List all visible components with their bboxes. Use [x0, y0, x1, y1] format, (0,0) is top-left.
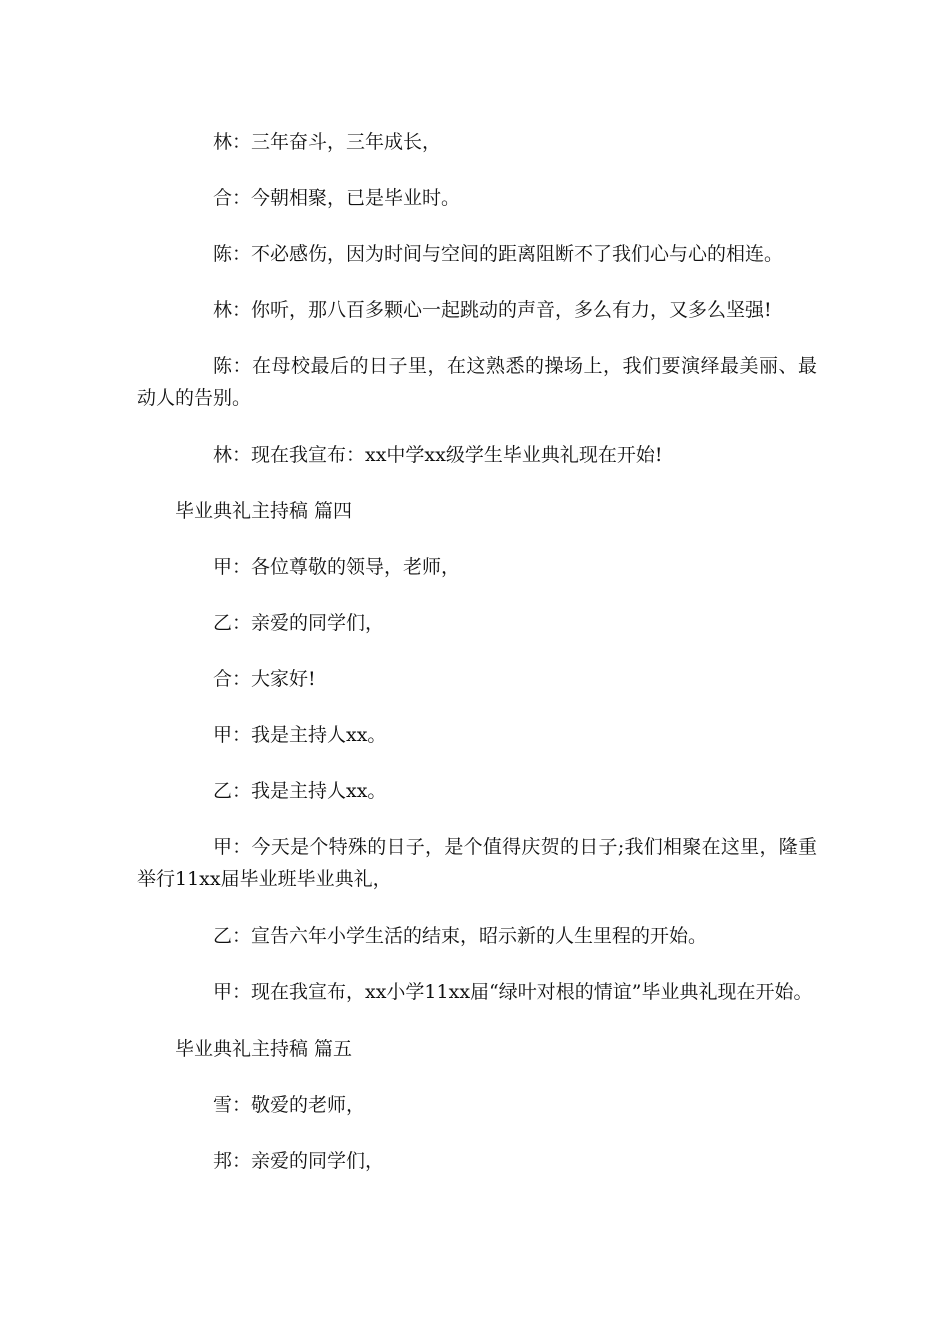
- dialogue-line: 乙：宣告六年小学生活的结束，昭示新的人生里程的开始。: [213, 925, 708, 947]
- dialogue-line: 合：大家好!: [213, 668, 316, 690]
- dialogue-line: 林：你听，那八百多颗心一起跳动的声音，多么有力，又多么坚强!: [213, 299, 772, 321]
- dialogue-line: 乙：我是主持人xx。: [213, 780, 387, 802]
- dialogue-line: 甲：现在我宣布，xx小学11xx届“绿叶对根的情谊”毕业典礼现在开始。: [213, 981, 813, 1003]
- dialogue-line: 林：现在我宣布：xx中学xx级学生毕业典礼现在开始!: [213, 444, 663, 466]
- dialogue-line: 陈：在母校最后的日子里，在这熟悉的操场上，我们要演绎最美丽、最动人的告别。: [137, 355, 817, 409]
- dialogue-line: 甲：各位尊敬的领导，老师，: [213, 556, 461, 578]
- dialogue-line: 合：今朝相聚，已是毕业时。: [213, 187, 461, 209]
- dialogue-line: 乙：亲爱的同学们，: [213, 612, 385, 634]
- dialogue-line: 甲：今天是个特殊的日子，是个值得庆贺的日子;我们相聚在这里，隆重举行11xx届毕业班毕业典礼，: [137, 836, 817, 890]
- dialogue-line: 林：三年奋斗，三年成长，: [213, 131, 442, 153]
- document-body: [137, 126, 817, 1201]
- dialogue-line: 甲：我是主持人xx。: [213, 724, 387, 746]
- dialogue-line: 雪：敬爱的老师，: [213, 1094, 366, 1116]
- dialogue-line: 邦：亲爱的同学们，: [213, 1150, 385, 1172]
- section-heading: 毕业典礼主持稿 篇五: [175, 1038, 353, 1060]
- section-heading: 毕业典礼主持稿 篇四: [175, 500, 353, 522]
- dialogue-line: 陈：不必感伤，因为时间与空间的距离阻断不了我们心与心的相连。: [213, 243, 784, 265]
